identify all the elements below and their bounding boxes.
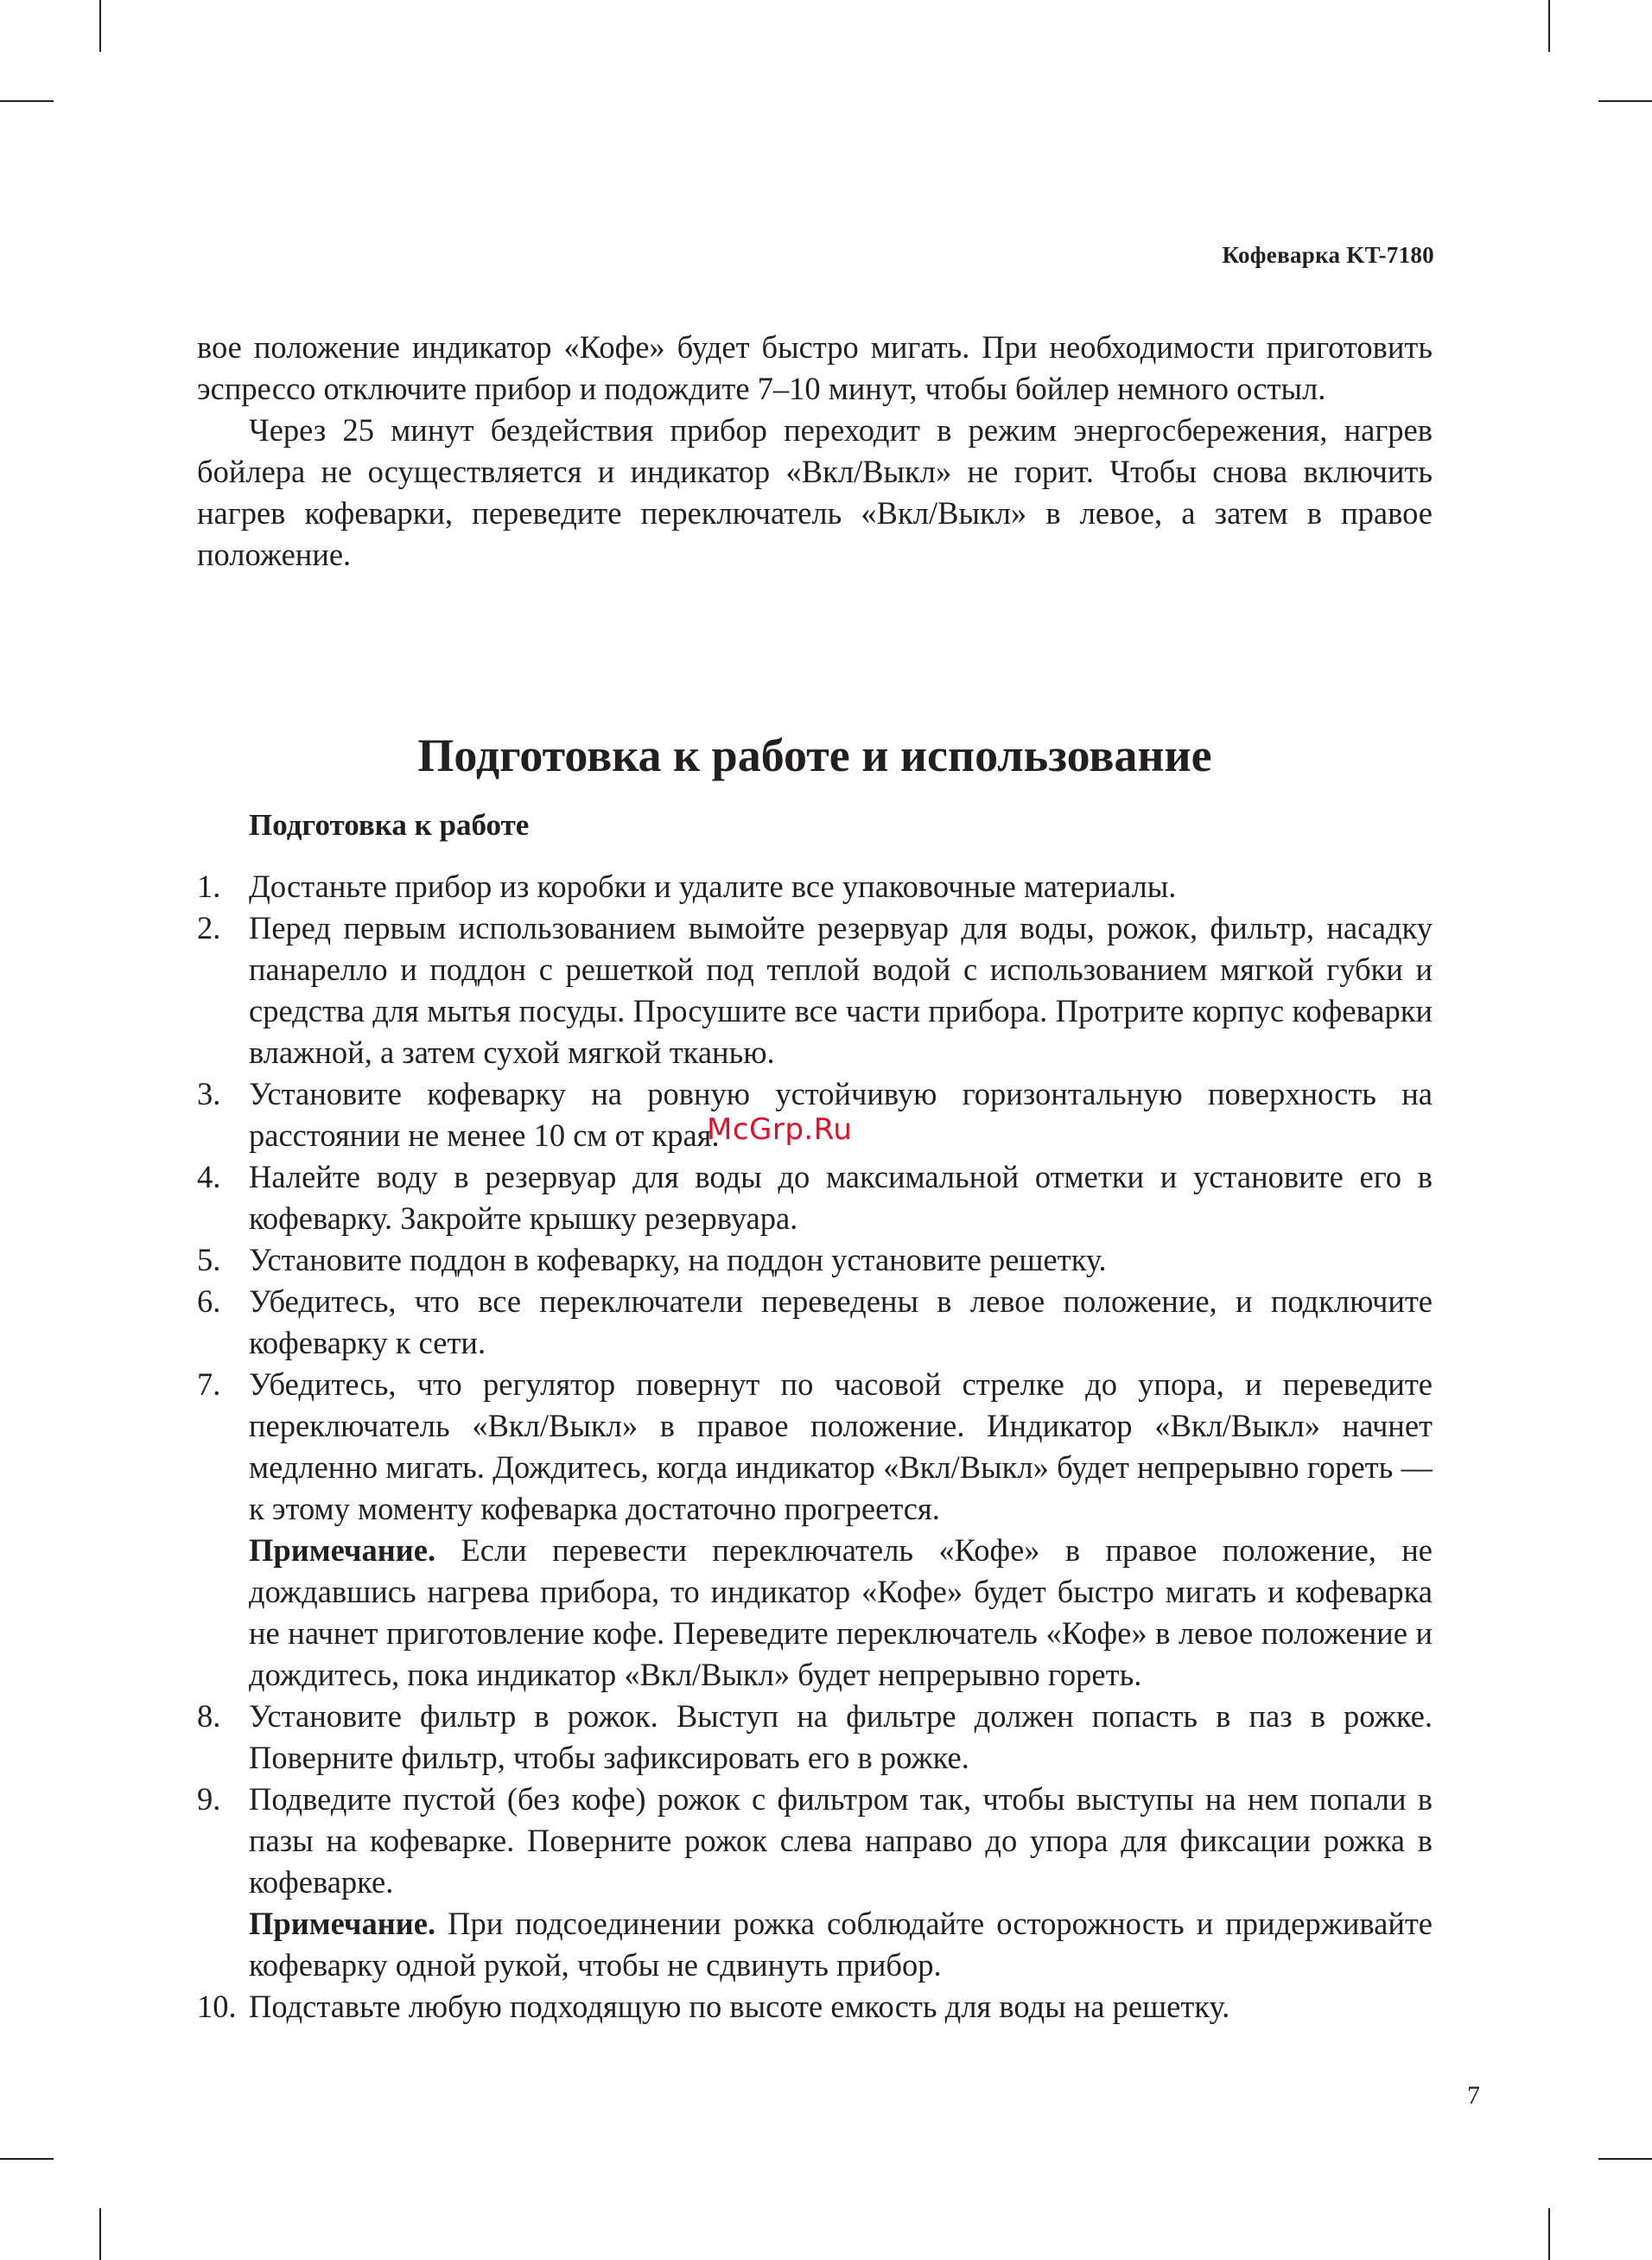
page-number: 7 [1467, 2081, 1480, 2110]
intro-paragraph: вое положение индикатор «Кофе» будет быстро мигать. При необходимости приготовить эспрессо отключите прибор и подождите 7–10 минут, чтобы бойлер немного остыл. [197, 329, 1433, 406]
list-item [197, 907, 1433, 1073]
intro-text [197, 327, 1433, 576]
intro-paragraph: Через 25 минут бездействия прибор переходит в режим энергосбережения, нагрев бойлера не осуществляется и индикатор «Вкл/Выкл» не горит. Чтобы снова включить нагрев кофеварки, переведите переключатель «Вкл/Выкл» в левое, а затем в правое положение. [197, 412, 1433, 572]
crop-mark-bottom-left-h [0, 2158, 54, 2160]
step-text: Установите поддон в кофеварку, на поддон установите решетку. [249, 1242, 1107, 1277]
step-number: 1. [197, 869, 221, 904]
crop-mark-bottom-right-h [1598, 2158, 1652, 2160]
step-number: 7. [197, 1366, 221, 1402]
step-text: Подставьте любую подходящую по высоте емкость для воды на решетку. [249, 1989, 1230, 2024]
list-item [197, 1281, 1433, 1364]
step-text: Убедитесь, что регулятор повернут по часовой стрелке до упора, и переведите переключатель «Вкл/Выкл» в правое положение. Индикатор «Вкл/Выкл» начнет медленно мигать. Дождитесь, когда индикатор «Вкл/Выкл» будет непрерывно гореть — к этому моменту кофеварка достаточно прогреется. [249, 1366, 1433, 1526]
list-item [197, 866, 1433, 907]
note-label: Примечание. [249, 1532, 436, 1568]
note-label: Примечание. [249, 1906, 436, 1941]
step-note [249, 1903, 1433, 1986]
subsection-title: Подготовка к работе [249, 808, 530, 842]
step-text: Достаньте прибор из коробки и удалите все упаковочные материалы. [249, 869, 1177, 904]
step-text: Подведите пустой (без кофе) рожок с фильтром так, чтобы выступы на нем попали в пазы на кофеварке. Поверните рожок слева направо до упора для фиксации рожка в кофеварке. [249, 1781, 1433, 1900]
list-item [197, 1364, 1433, 1696]
step-number: 2. [197, 910, 221, 945]
section-title: Подготовка к работе и использование [417, 729, 1212, 781]
crop-mark-top-left-h [0, 100, 54, 102]
list-item [197, 1156, 1433, 1239]
preparation-steps-list [197, 866, 1433, 2028]
step-number: 10. [197, 1989, 237, 2024]
crop-mark-top-right [1548, 0, 1550, 52]
list-item [197, 1696, 1433, 1779]
step-text: Убедитесь, что все переключатели переведены в левое положение, и подключите кофеварку к сети. [249, 1283, 1433, 1360]
step-number: 6. [197, 1283, 221, 1319]
list-item [197, 1239, 1433, 1281]
crop-mark-bottom-left [99, 2208, 101, 2260]
step-note [249, 1530, 1433, 1696]
list-item [197, 1986, 1433, 2028]
watermark: McGrp.Ru [707, 1112, 853, 1147]
note-text: При подсоединении рожка соблюдайте осторожность и придерживайте кофеварку одной рукой, чтобы не сдвинуть прибор. [249, 1906, 1433, 1983]
step-number: 8. [197, 1698, 221, 1734]
step-number: 4. [197, 1159, 221, 1194]
step-number: 3. [197, 1076, 221, 1111]
step-text: Установите фильтр в рожок. Выступ на фильтре должен попасть в паз в рожке. Поверните фильтр, чтобы зафиксировать его в рожке. [249, 1698, 1433, 1775]
step-number: 9. [197, 1781, 221, 1817]
list-item [197, 1779, 1433, 1986]
step-number: 5. [197, 1242, 221, 1277]
step-text: Налейте воду в резервуар для воды до максимальной отметки и установите его в кофеварку. Закройте крышку резервуара. [249, 1159, 1433, 1236]
step-text: Перед первым использованием вымойте резервуар для воды, рожок, фильтр, насадку панарелло и поддон с решеткой под теплой водой с использованием мягкой губки и средства для мытья посуды. Просушите все части прибора. Протрите корпус кофеварки влажной, а затем сухой мягкой тканью. [249, 910, 1433, 1070]
crop-mark-bottom-right [1548, 2208, 1550, 2260]
running-head: Кофеварка KT-7180 [1222, 242, 1434, 268]
step-text: Установите кофеварку на ровную устойчивую горизонтальную поверхность на расстоянии не менее 10 см от края. [249, 1076, 1433, 1153]
note-text: Если перевести переключатель «Кофе» в правое положение, не дождавшись нагрева прибора, то индикатор «Кофе» будет быстро мигать и кофеварка не начнет приготовление кофе. Переведите переключатель «Кофе» в левое положение и дождитесь, пока индикатор «Вкл/Выкл» будет непрерывно гореть. [249, 1532, 1433, 1692]
crop-mark-top-left [99, 0, 101, 52]
crop-mark-top-right-h [1598, 100, 1652, 102]
